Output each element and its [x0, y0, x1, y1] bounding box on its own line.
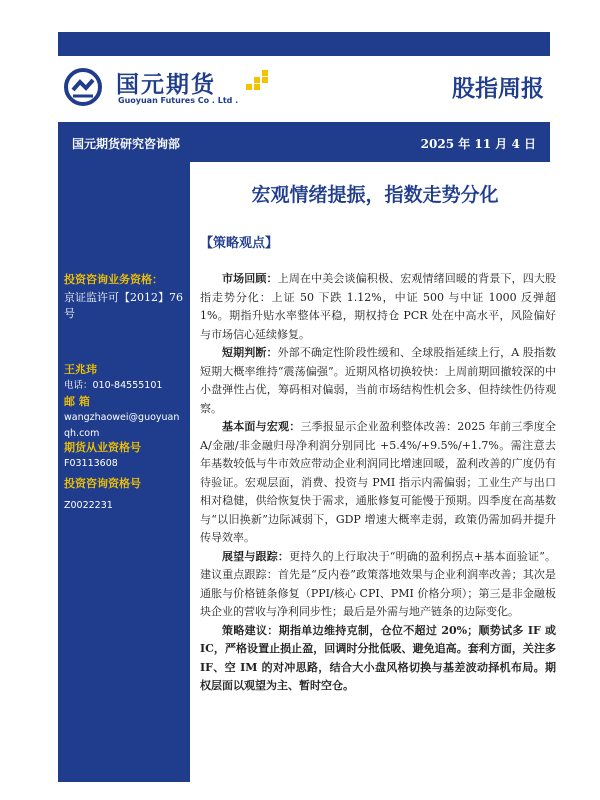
report-type-title: 股指周报	[452, 76, 544, 102]
advisory-value: Z0022231	[64, 500, 113, 511]
report-date: 2025 年 11 月 4 日	[420, 137, 536, 151]
report-body	[200, 270, 556, 696]
qualification-label: 投资咨询业务资格：	[64, 273, 163, 286]
paragraph-outlook: 展望与跟踪：更持久的上行取决于“明确的盈利拐点+基本面验证”。建议重点跟踪：首先是“反内卷”政策落地效果与企业利润率改善；其次是通胀与价格链条修复（PPI/核心 CPI、PMI 价格分项）；第三是非金融板块企业的营收与净利同步性；最后是外需与地产链条的边际变化。	[200, 549, 556, 618]
report-headline: 宏观情绪提振，指数走势分化	[251, 184, 499, 206]
cert-value: F03113608	[64, 458, 118, 469]
email-label: 邮 箱	[64, 395, 90, 408]
advisory-label: 投资咨询资格号	[64, 477, 141, 490]
top-banner	[58, 32, 550, 56]
paragraph-fundamentals: 基本面与宏观：三季报显示企业盈利整体改善：2025 年前三季度全 A/金融/非金融归母净利润分别同比 +5.4%/+9.5%/+1.7%。需注意去年基数较低与牛市效应带动企业利润同比增速回暖，盈利改善的广度仍有待验证。宏观层面，消费、投资与 PMI 指示内需偏弱；工业生产与出口相对稳健，供给恢复快于需求，通胀修复可能慢于预期。四季度在高基数与“以旧换新”边际减弱下，GDP 增速大概率走弱，政策仍需加码并提升传导效率。	[200, 420, 557, 544]
qualification-value: 京证监许可【2012】76号	[64, 291, 183, 320]
company-name-en: Guoyuan Futures Co . Ltd .	[118, 96, 239, 105]
analyst-name: 王兆玮	[64, 363, 97, 376]
decorative-squares-icon	[240, 70, 274, 94]
cert-label: 期货从业资格号	[64, 441, 141, 454]
paragraph-short-term: 短期判断：外部不确定性阶段性缓和、全球股指延续上行，A 股指数短期大概率维持“震荡偏强”。近期风格切换较快：上周前期回撤较深的中小盘弹性占优，筹码相对偏弱，当前市场结构性机会多、但持续性仍待观察。	[200, 346, 556, 415]
analyst-phone: 电话：010-84555101	[64, 380, 163, 391]
department-name: 国元期货研究咨询部	[72, 137, 181, 151]
paragraph-strategy: 策略建议：期指单边维持克制，仓位不超过 20%；顺势试多 IF 或 IC，严格设置止损止盈，回调时分批低吸、避免追高。套利方面，关注多 IF、空 IM 的对冲思路，结合大小盘风格切换与基差波动择机布局。期权层面以观望为主、暂时空仓。	[200, 623, 557, 692]
section-tag: 【策略观点】	[200, 236, 279, 251]
company-logo-icon	[64, 68, 102, 106]
company-name-cn: 国元期货	[116, 72, 216, 98]
paragraph-market-review: 市场回顾：上周在中美会谈偏积极、宏观情绪回暖的背景下，四大股指走势分化：上证 50 下跌 1.12%，中证 500 与中证 1000 反弹超 1%。期指升贴水率整体平稳，期权持仓 PCR 处在中高水平，风险偏好与市场信心延续修复。	[200, 272, 557, 341]
analyst-email: wangzhaowei@guoyuanqh.com	[64, 412, 180, 439]
sidebar-panel	[58, 162, 190, 782]
